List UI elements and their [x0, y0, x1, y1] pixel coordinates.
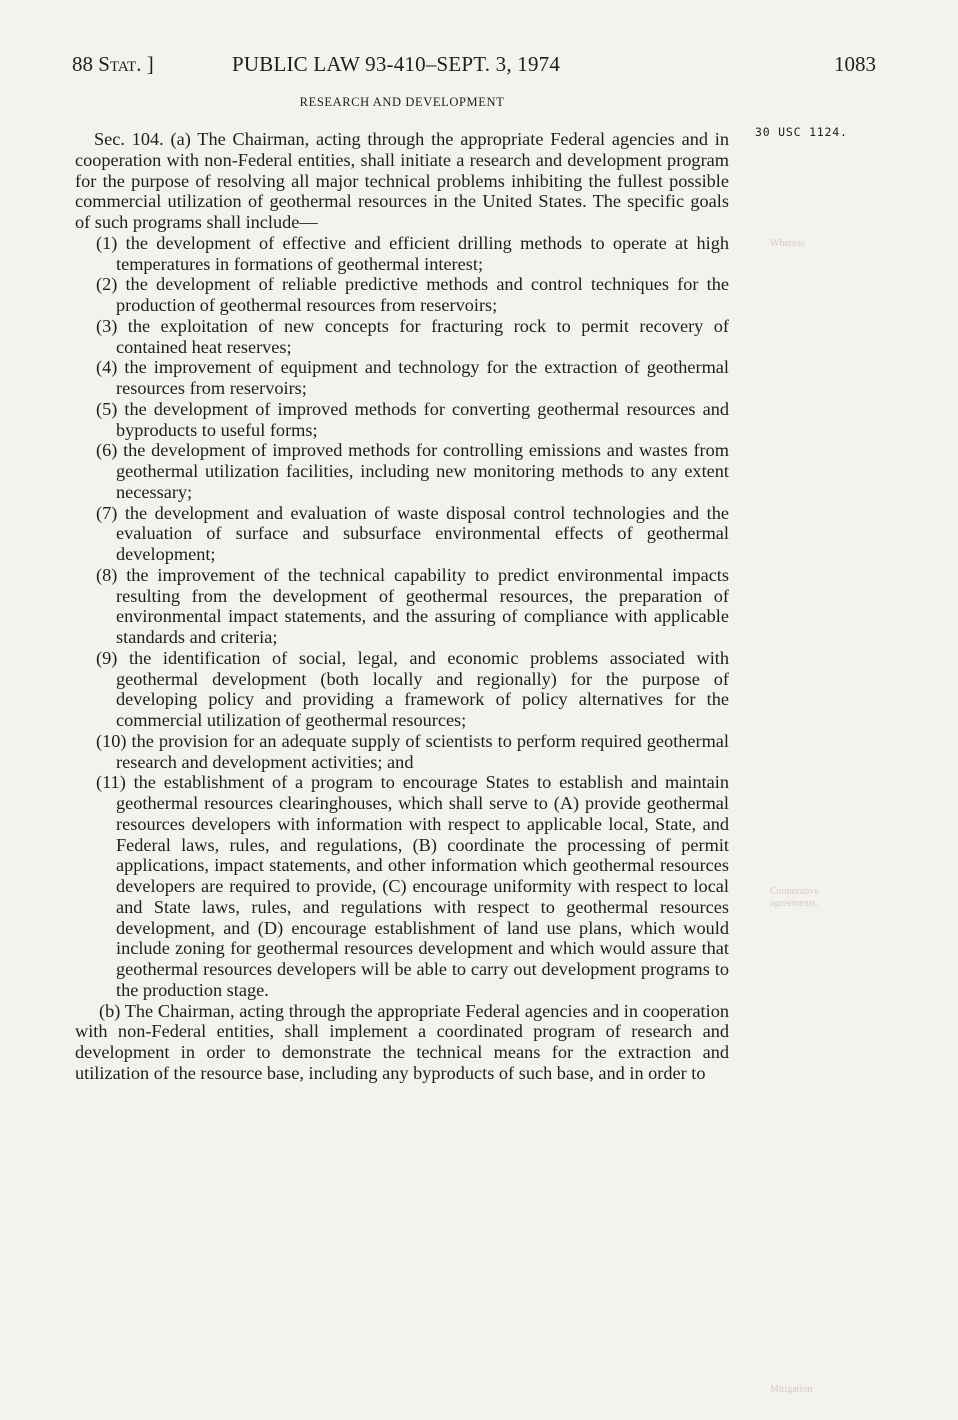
goal-item-11: (11) the establishment of a program to encourage States to establish and maintain geothermal resources clearinghouses, which shall serve to (A) provide geothermal resources developers with information with respect to applicable local, State, and Federal laws, rules, and regulations, (B) coordinate the processing of permit applications, impact statements, and other information which geothermal resources developers are required to provide, (C) encourage uniformity with respect to local and State laws, rules, and regulations with respect to geothermal resources development, and (D) encourage establishment of land use plans, which would include zoning for geothermal resources development and which would assure that geothermal resources developers will be able to carry out development programs to the production stage. [96, 772, 729, 1000]
page-number: 1083 [834, 52, 876, 76]
goal-item-6: (6) the development of improved methods for controlling emissions and wastes from geothermal utilization facilities, including new monitoring methods to any extent necessary; [96, 440, 729, 502]
margin-citation: 30 USC 1124. [755, 125, 848, 139]
statute-volume-reference: 88 Stat. ] [72, 52, 154, 76]
bleed-through-margin-note: Cooperative agreements. [770, 886, 819, 909]
goal-item-9: (9) the identification of social, legal, and economic problems associated with geothermal development (both locally and regionally) for the purpose of developing policy and providing a framework of policy alternatives for the commercial utilization of geothermal resources; [96, 647, 729, 730]
goal-item-2: (2) the development of reliable predictive methods and control techniques for the production of geothermal resources from reservoirs; [96, 274, 729, 315]
section-104-paragraph-a: Sec. 104. (a) The Chairman, acting through the appropriate Federal agencies and in cooperation with non-Federal entities, shall initiate a research and development program for the purpose of resolving all major technical problems inhibiting the fullest possible commercial utilization of geothermal resources in the United States. The specific goals of such programs shall include— [75, 129, 729, 232]
bleed-through-margin-note: Whereas [770, 238, 805, 249]
goal-item-3: (3) the exploitation of new concepts for fracturing rock to permit recovery of contained heat reserves; [96, 315, 729, 357]
goal-item-4: (4) the improvement of equipment and technology for the extraction of geothermal resources from reservoirs; [96, 357, 729, 398]
goal-item-10: (10) the provision for an adequate supply of scientists to perform required geothermal research and development activities; and [96, 730, 729, 772]
goal-item-5: (5) the development of improved methods for converting geothermal resources and byproducts to useful forms; [96, 398, 729, 440]
goal-item-7: (7) the development and evaluation of waste disposal control technologies and the evaluation of surface and subsurface environmental effects of geothermal development; [96, 502, 729, 564]
statute-body [75, 129, 729, 1084]
section-104-paragraph-b: (b) The Chairman, acting through the appropriate Federal agencies and in cooperation with non-Federal entities, shall implement a coordinated program of research and development in order to demonstrate the technical means for the extraction and utilization of the resource base, including any byproducts of such base, and in order to [75, 1000, 729, 1083]
bleed-through-margin-note: Mitigation [770, 1384, 813, 1395]
public-law-title: PUBLIC LAW 93-410–SEPT. 3, 1974 [232, 52, 561, 76]
goal-item-1: (1) the development of effective and efficient drilling methods to operate at high temperatures in formations of geothermal interest; [96, 232, 729, 274]
goal-item-8: (8) the improvement of the technical capability to predict environmental impacts resulting from the development of geothermal resources, the preparation of environmental impact statements, and the assuring of compliance with applicable standards and criteria; [96, 564, 729, 647]
section-heading: RESEARCH AND DEVELOPMENT [299, 95, 505, 109]
